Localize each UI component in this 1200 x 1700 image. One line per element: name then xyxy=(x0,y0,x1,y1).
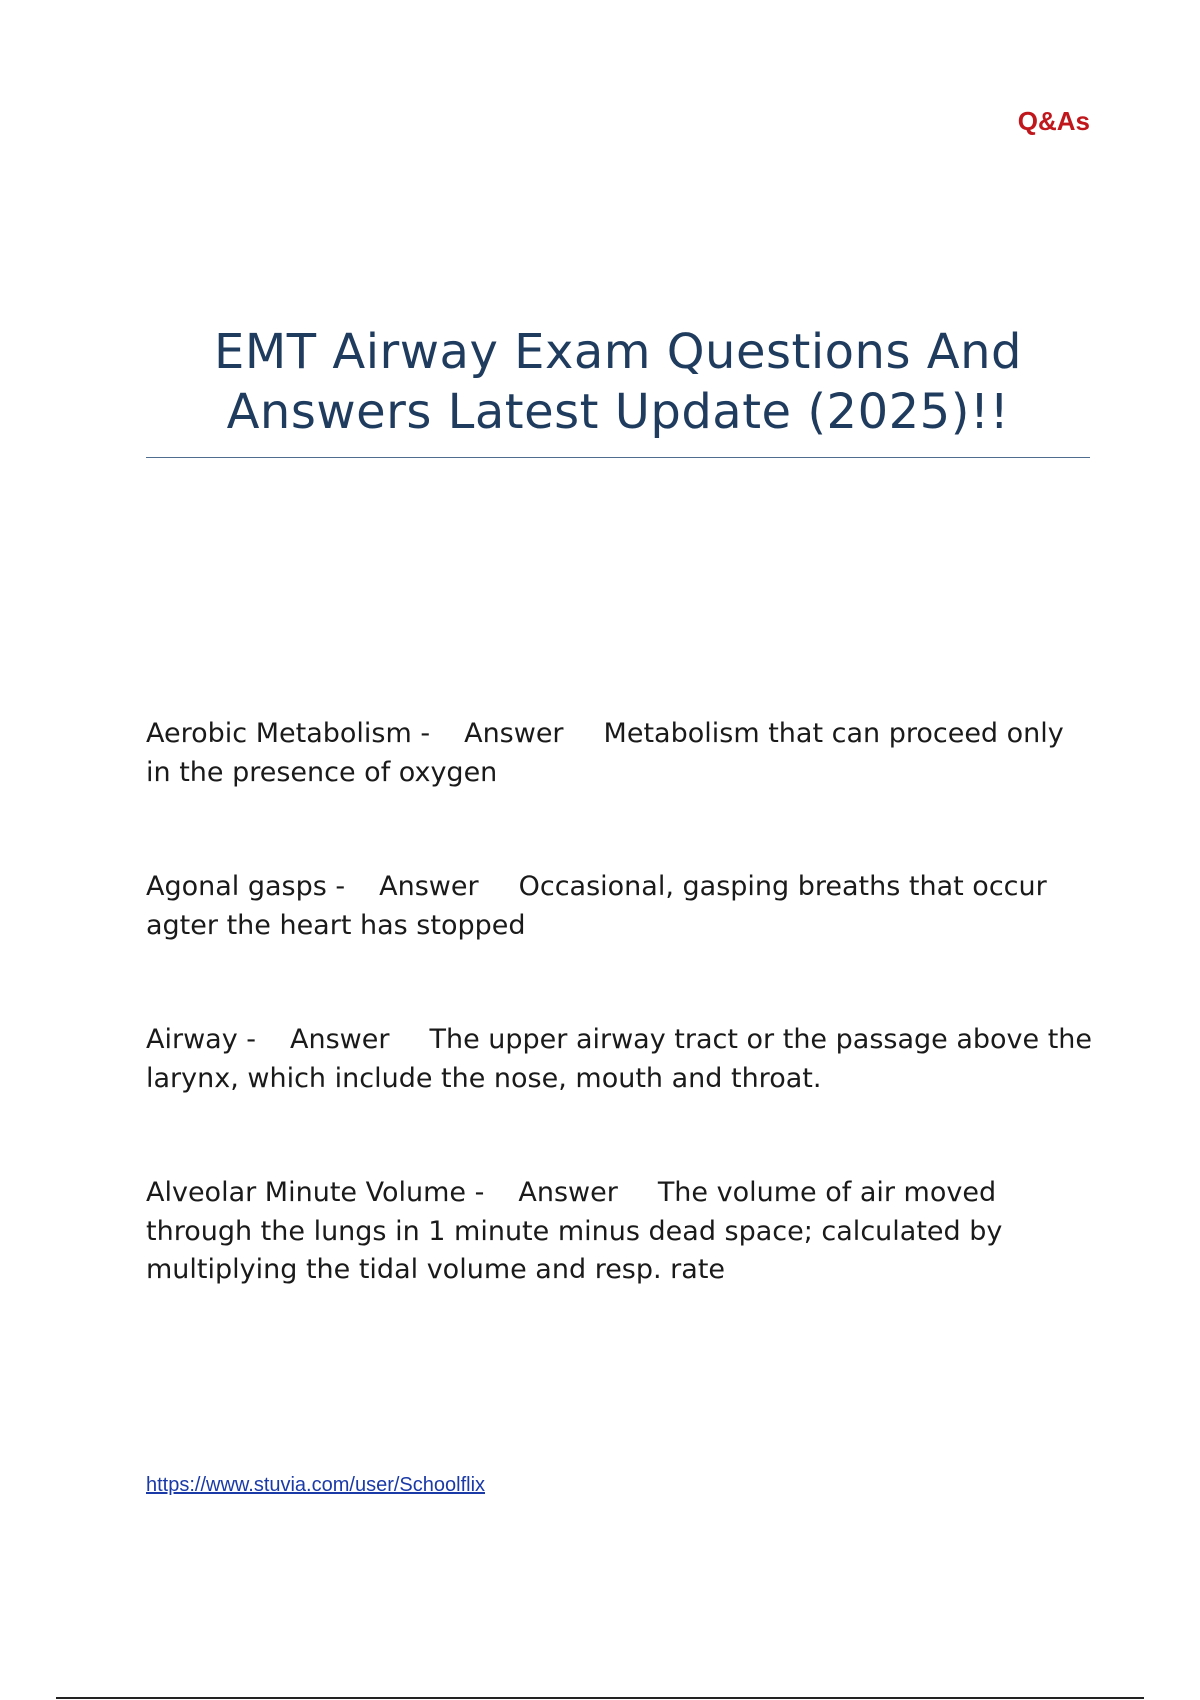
profile-link[interactable]: https://www.stuvia.com/user/Schoolflix xyxy=(146,1474,486,1496)
qa-definition: The volume of air moved through the lungs in 1 minute minus dead space; calculated by multiplying the tidal volume and resp. rate xyxy=(146,1177,1003,1285)
qa-definition: Occasional, gasping breaths that occur agter the heart has stopped xyxy=(146,871,1047,941)
title-underline xyxy=(146,457,1090,458)
qa-term: Aerobic Metabolism - xyxy=(146,718,431,749)
qa-item xyxy=(146,715,1096,792)
qa-term: Alveolar Minute Volume - xyxy=(146,1177,485,1208)
title-block xyxy=(146,322,1090,442)
qa-list xyxy=(146,715,1096,1366)
qa-header-tag: Q&As xyxy=(1017,106,1090,136)
qa-term: Agonal gasps - xyxy=(146,871,346,902)
qa-answer-label: Answer xyxy=(464,718,564,749)
qa-item xyxy=(146,868,1096,945)
qa-answer-label: Answer xyxy=(290,1024,390,1055)
page-bottom-rule xyxy=(56,1697,1144,1699)
qa-item xyxy=(146,1021,1096,1098)
qa-definition: Metabolism that can proceed only in the presence of oxygen xyxy=(146,718,1064,788)
qa-answer-label: Answer xyxy=(379,871,479,902)
document-title: EMT Airway Exam Questions And Answers Latest Update (2025)!! xyxy=(214,324,1022,440)
qa-answer-label: Answer xyxy=(518,1177,618,1208)
qa-definition: The upper airway tract or the passage above the larynx, which include the nose, mouth and throat. xyxy=(146,1024,1093,1094)
qa-item xyxy=(146,1174,1096,1290)
qa-term: Airway - xyxy=(146,1024,257,1055)
